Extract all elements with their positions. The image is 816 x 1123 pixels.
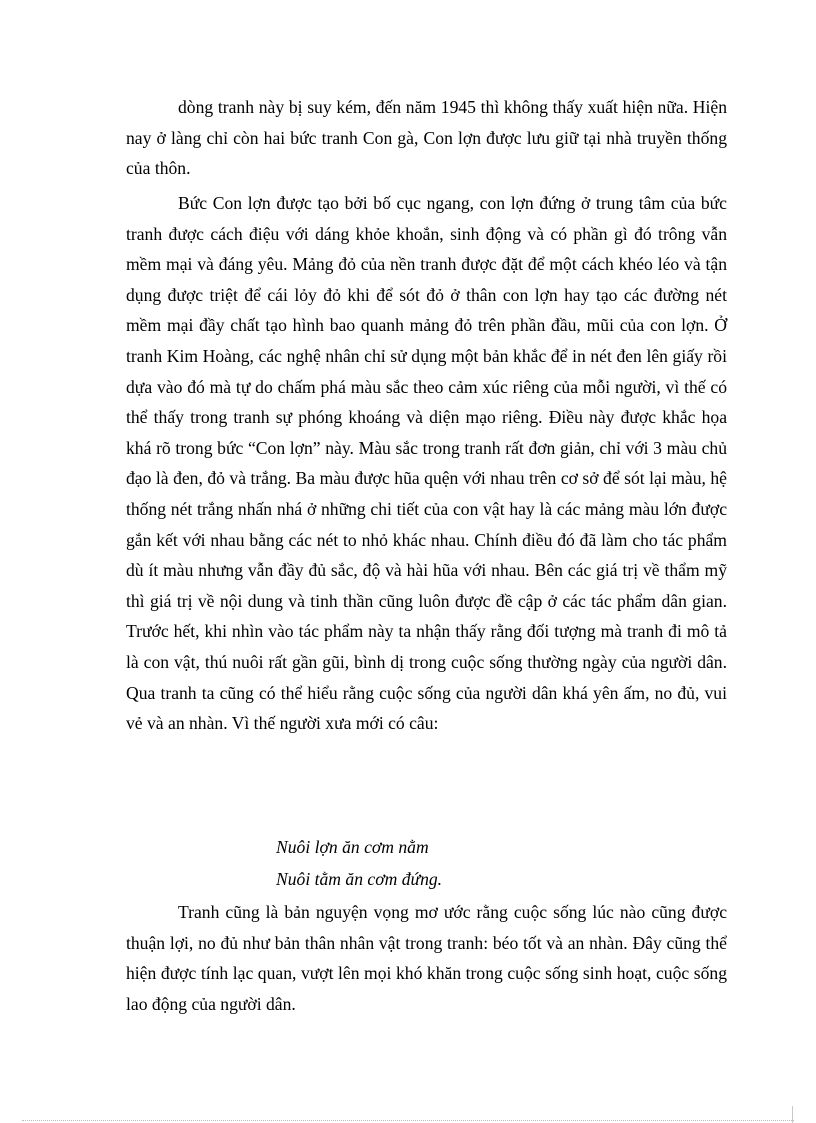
paragraph-text: dòng tranh này bị suy kém, đến năm 1945 thì không thấy xuất hiện nữa. Hiện nay ở làng chỉ còn hai bức tranh Con gà, Con lợn được lưu giữ tại nhà truyền thống của thôn.	[126, 97, 727, 179]
paragraph-aspiration	[126, 897, 727, 1019]
paragraph-con-lon-description	[126, 188, 727, 739]
page-bottom-rule	[22, 1120, 794, 1121]
verse-line: Nuôi lợn ăn cơm nằm	[276, 837, 429, 857]
paragraph-continued	[126, 92, 727, 184]
paragraph-text: Bức Con lợn được tạo bởi bố cục ngang, con lợn đứng ở trung tâm của bức tranh được cách điệu với dáng khỏe khoắn, sinh động và có phần gì đó trông vẫn mềm mại và đáng yêu. Mảng đỏ của nền tranh được đặt để một cách khéo léo và tận dụng được triệt để cái lỏy đỏ khi để sót đỏ ở thân con lợn hay tạo các đường nét mềm mại đầy chất tạo hình bao quanh mảng đỏ trên phần đầu, mũi của con lợn. Ở tranh Kim Hoàng, các nghệ nhân chỉ sử dụng một bản khắc để in nét đen lên giấy rồi dựa vào đó mà tự do chấm phá màu sắc theo cảm xúc riêng của mỗi người, vì thế có thể thấy trong tranh sự phóng khoáng và diện mạo riêng. Điều này được khắc họa khá rõ trong bức “Con lợn” này. Màu sắc trong tranh rất đơn giản, chỉ với 3 màu chủ đạo là đen, đỏ và trắng. Ba màu được hũa quện với nhau trên cơ sở để sót lại màu, hệ thống nét trắng nhấn nhá ở những chi tiết của con vật hay là các mảng màu lớn được gắn kết với nhau bằng các nét to nhỏ khác nhau. Chính điều đó đã làm cho tác phẩm dù ít màu nhưng vẫn đầy đủ sắc, độ và hài hũa với nhau. Bên các giá trị về thẩm mỹ thì giá trị về nội dung và tinh thần cũng luôn được đề cập ở các tác phẩm dân gian. Trước hết, khi nhìn vào tác phẩm này ta nhận thấy rằng đối tượng mà tranh đi mô tả là con vật, thú nuôi rất gần gũi, bình dị trong cuộc sống thường ngày của người dân. Qua tranh ta cũng có thể hiểu rằng cuộc sống của người dân khá yên ấm, no đủ, vui vẻ và an nhàn. Vì thế người xưa mới có câu:	[126, 193, 727, 734]
page-corner-mark	[792, 1106, 793, 1123]
verse-line: Nuôi tằm ăn cơm đứng.	[276, 869, 443, 889]
paragraph-text: Tranh cũng là bản nguyện vọng mơ ước rằng cuộc sống lúc nào cũng được thuận lợi, no đủ như bản thân nhân vật trong tranh: béo tốt và an nhàn. Đây cũng thể hiện được tính lạc quan, vượt lên mọi khó khăn trong cuộc sống sinh hoạt, cuộc sống lao động của người dân.	[126, 902, 727, 1014]
